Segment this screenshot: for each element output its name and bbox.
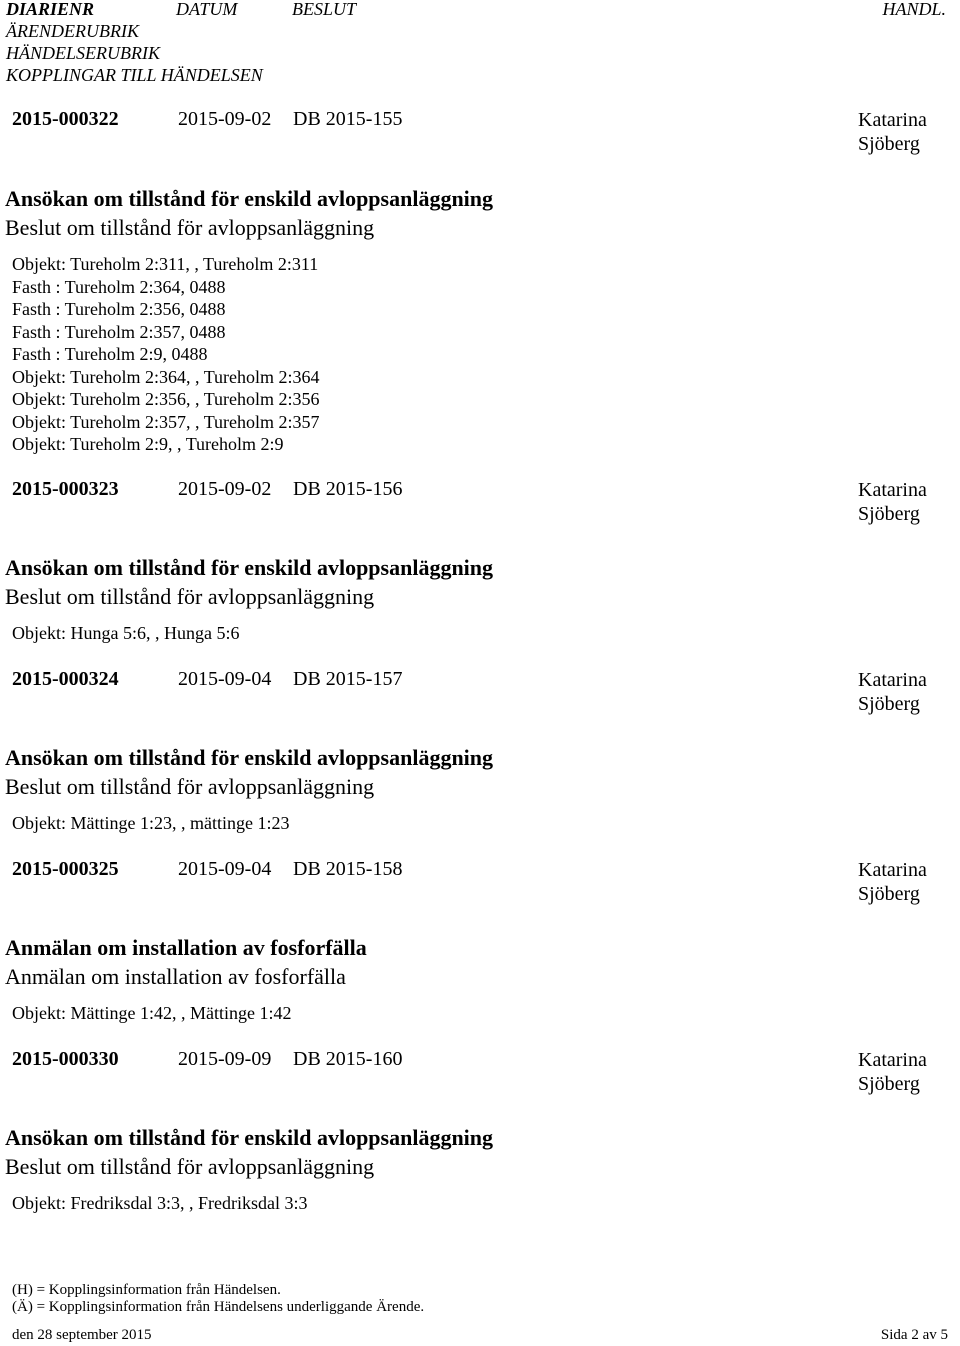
event-title: Beslut om tillstånd för avloppsanläggning [5, 215, 375, 240]
officer-last-name: Sjöberg [858, 693, 920, 715]
case-header [0, 1048, 960, 1095]
header-handl: HANDL. [882, 0, 946, 19]
event-title: Beslut om tillstånd för avloppsanläggning [5, 774, 375, 799]
header-handelserubrik: HÄNDELSERUBRIK [6, 43, 160, 63]
header-kopplingar: KOPPLINGAR TILL HÄNDELSEN [6, 65, 263, 85]
case-title: Anmälan om installation av fosforfälla [5, 935, 367, 960]
case-decision: DB 2015-158 [293, 858, 403, 880]
linked-objects [12, 253, 320, 456]
case-title: Ansökan om tillstånd för enskild avloppsanläggning [5, 745, 494, 770]
object-line: Fasth : Tureholm 2:357, 0488 [12, 321, 226, 342]
officer-last-name: Sjöberg [858, 883, 920, 905]
object-line: Objekt: Hunga 5:6, , Hunga 5:6 [12, 623, 240, 643]
case-date: 2015-09-02 [178, 108, 272, 130]
object-line: Fasth : Tureholm 2:356, 0488 [12, 299, 226, 319]
case-officer [858, 108, 930, 156]
officer-first-name: Katarina [858, 669, 927, 691]
column-header [6, 0, 946, 86]
object-line: Objekt: Tureholm 2:311, , Tureholm 2:311 [12, 254, 319, 274]
case-number: 2015-000324 [12, 668, 119, 690]
object-line: Objekt: Tureholm 2:357, , Tureholm 2:357 [12, 411, 320, 432]
case-entry [0, 1048, 960, 1213]
case-header [0, 478, 960, 525]
object-line: Objekt: Tureholm 2:364, , Tureholm 2:364 [12, 366, 320, 387]
linked-objects [12, 812, 289, 835]
officer-first-name: Katarina [858, 859, 927, 881]
officer-first-name: Katarina [858, 479, 927, 501]
case-header [0, 858, 960, 905]
print-date: den 28 september 2015 [12, 1327, 152, 1343]
footnote-a: (Ä) = Kopplingsinformation från Händelsens underliggande Ärende. [12, 1299, 425, 1315]
case-entry [0, 478, 960, 643]
event-title: Beslut om tillstånd för avloppsanläggning [5, 1154, 375, 1179]
object-line: Fasth : Tureholm 2:9, 0488 [12, 344, 208, 364]
case-entry [0, 108, 960, 454]
case-date: 2015-09-04 [178, 858, 272, 880]
case-entry [0, 668, 960, 833]
officer-last-name: Sjöberg [858, 1073, 920, 1095]
footnote-h: (H) = Kopplingsinformation från Händelsen. [12, 1282, 281, 1298]
case-title: Ansökan om tillstånd för enskild avloppsanläggning [5, 186, 494, 211]
linked-objects [12, 1002, 291, 1025]
case-number: 2015-000322 [12, 108, 119, 130]
case-number: 2015-000330 [12, 1048, 119, 1070]
case-officer [858, 668, 930, 716]
case-decision: DB 2015-157 [293, 668, 403, 690]
event-title: Beslut om tillstånd för avloppsanläggning [5, 584, 375, 609]
case-number: 2015-000325 [12, 858, 119, 880]
object-line: Fasth : Tureholm 2:364, 0488 [12, 276, 226, 297]
case-title: Ansökan om tillstånd för enskild avloppsanläggning [5, 555, 494, 580]
officer-first-name: Katarina [858, 109, 927, 131]
case-number: 2015-000323 [12, 478, 119, 500]
header-diarienr: DIARIENR [6, 0, 95, 19]
case-date: 2015-09-09 [178, 1048, 272, 1070]
case-date: 2015-09-04 [178, 668, 272, 690]
case-entry [0, 858, 960, 1023]
header-datum: DATUM [176, 0, 238, 19]
event-title: Anmälan om installation av fosforfälla [5, 964, 346, 989]
case-officer [858, 1048, 930, 1096]
header-beslut: BESLUT [292, 0, 357, 19]
case-header [0, 108, 960, 155]
case-header [0, 668, 960, 715]
case-decision: DB 2015-155 [293, 108, 403, 130]
object-line: Objekt: Fredriksdal 3:3, , Fredriksdal 3:3 [12, 1193, 308, 1213]
case-decision: DB 2015-156 [293, 478, 403, 500]
linked-objects [12, 622, 239, 645]
linked-objects [12, 1192, 307, 1215]
officer-first-name: Katarina [858, 1049, 927, 1071]
object-line: Objekt: Tureholm 2:356, , Tureholm 2:356 [12, 389, 320, 409]
object-line: Objekt: Mättinge 1:42, , Mättinge 1:42 [12, 1003, 292, 1023]
officer-last-name: Sjöberg [858, 133, 920, 155]
header-arenderubrik: ÄRENDERUBRIK [6, 21, 139, 41]
object-line: Objekt: Mättinge 1:23, , mättinge 1:23 [12, 813, 290, 833]
case-decision: DB 2015-160 [293, 1048, 403, 1070]
case-date: 2015-09-02 [178, 478, 272, 500]
object-line: Objekt: Tureholm 2:9, , Tureholm 2:9 [12, 434, 284, 454]
case-officer [858, 478, 930, 526]
case-title: Ansökan om tillstånd för enskild avloppsanläggning [5, 1125, 494, 1150]
page-number: Sida 2 av 5 [880, 1327, 948, 1343]
case-officer [858, 858, 930, 906]
officer-last-name: Sjöberg [858, 503, 920, 525]
